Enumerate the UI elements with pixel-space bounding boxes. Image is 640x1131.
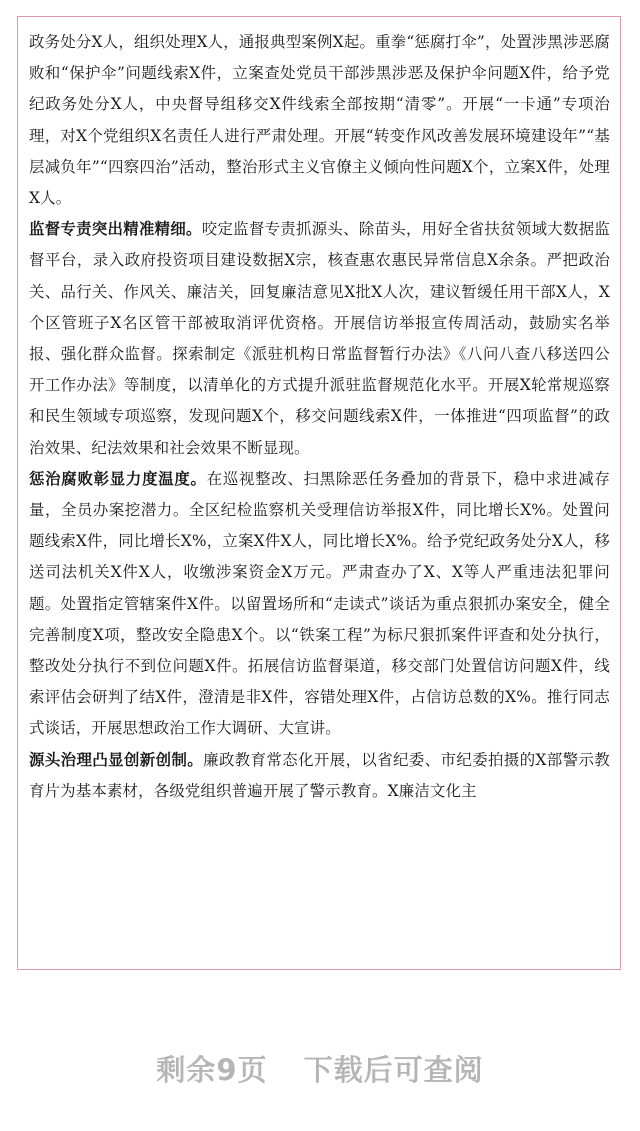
remaining-pages-label: 剩余9页 bbox=[156, 1053, 268, 1087]
paragraph-body: 政务处分X人，组织处理X人，通报典型案例X起。重拳“惩腐打伞”，处置涉黑涉恶腐败和“保护伞”问题线索X件，立案查处党员干部涉黑涉恶及保护伞问题X件，给予党纪政务处分X人，中央督导组移交X件线索全部按期“清零”。开展“一卡通”专项治理，对X个党组织X名责任人进行严肃处理。开展“转变作风改善发展环境建设年”“基层减负年”“四察四治”活动，整治形式主义官僚主义倾向性问题X个，立案X件，处理X人。 bbox=[29, 33, 610, 208]
paragraph-supervision bbox=[29, 214, 610, 464]
paragraph-intro bbox=[29, 27, 610, 214]
remaining-pages-banner[interactable] bbox=[0, 1048, 640, 1089]
paragraph-anticorruption bbox=[29, 464, 610, 745]
paragraph-body: 廉政教育常态化开展，以省纪委、市纪委拍摄的X部警示教育片为基本素材，各级党组织普遍开展了警示教育。X廉洁文化主 bbox=[29, 750, 610, 800]
paragraph-heading: 惩治腐败彰显力度温度。 bbox=[29, 469, 207, 488]
paragraph-body: 在巡视整改、扫黑除恶任务叠加的背景下，稳中求进减存量，全员办案挖潜力。全区纪检监察机关受理信访举报X件，同比增长X%。处置问题线索X件，同比增长X%，立案X件X人，同比增长X%。给予党纪政务处分X人，移送司法机关X件X人，收缴涉案资金X万元。严肃查办了X、X等人严重违法犯罪问题。处置指定管辖案件X件。以留置场所和“走读式”谈话为重点狠抓办案安全，健全完善制度X项，整改安全隐患X个。以“铁案工程”为标尺狠抓案件评查和处分执行，整改处分执行不到位问题X件。拓展信访监督渠道，移交部门处置信访问题X件，线索评估会研判了结X件，澄清是非X件，容错处理X件，占信访总数的X%。推行同志式谈话，开展思想政治工作大调研、大宣讲。 bbox=[29, 469, 610, 738]
paragraph-body: 咬定监督专责抓源头、除苗头，用好全省扶贫领域大数据监督平台，录入政府投资项目建设数据X宗，核查惠农惠民异常信息X余条。严把政治关、品行关、作风关、廉洁关，回复廉洁意见X批X人次，建议暂缓任用干部X人，X个区管班子X名区管干部被取消评优资格。开展信访举报宣传周活动，鼓励实名举报、强化群众监督。探索制定《派驻机构日常监督暂行办法》《八问八查八移送四公开工作办法》等制度，以清单化的方式提升派驻监督规范化水平。开展X轮常规巡察和民生领域专项巡察，发现问题X个，移交问题线索X件，一体推进“四项监督”的政治效果、纪法效果和社会效果不断显现。 bbox=[29, 220, 610, 457]
paragraph-source-governance bbox=[29, 745, 610, 807]
document-page-frame bbox=[17, 16, 621, 970]
paragraph-heading: 源头治理凸显创新创制。 bbox=[29, 750, 204, 769]
paragraph-heading: 监督专责突出精准精细。 bbox=[29, 220, 202, 239]
download-hint-label: 下载后可查阅 bbox=[303, 1053, 484, 1087]
